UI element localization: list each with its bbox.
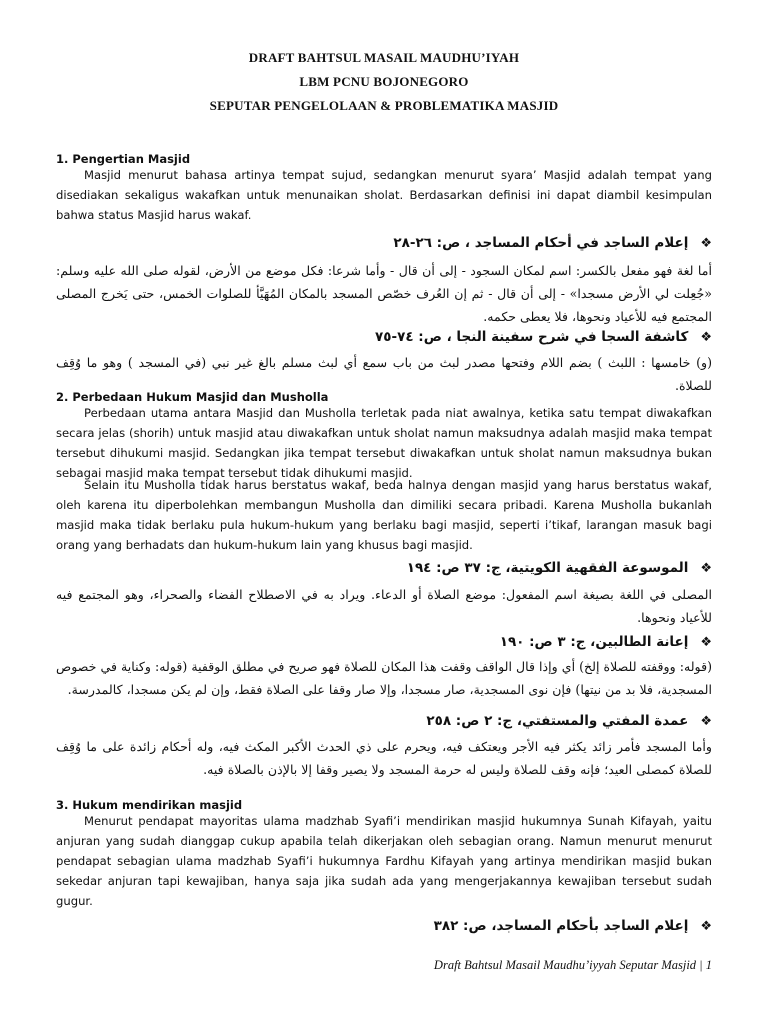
doc-subtitle: SEPUTAR PENGELOLAAN & PROBLEMATIKA MASJID — [209, 98, 559, 113]
arabic-quote: أما لغة فهو مفعل بالكسر: اسم لمكان السجود - إلى أن قال - وأما شرعا: فكل موضع من الأرض، لقوله صلى الله عليه وسلم: «جُعِلت لي الأرض مسجدا» - إلى أن قال - ثم إن العُرف خصّص المسجد بالمكان المُهَيَّأ للصلوات الخمس، حتى يَخرج المصلى المجتمع فيه للأعياد ونحوها، فلا يعطى حكمه. — [56, 263, 712, 324]
arabic-quote: المصلى في اللغة بصيغة اسم المفعول: موضع الصلاة أو الدعاء. ويراد به في الاصطلاح الفضاء والصحراء، وهو المجتمع فيه للأعياد ونحوها. — [56, 587, 712, 625]
reference-title: إعلام الساجد بأحكام المساجد، ص: ٣٨٢ — [433, 918, 689, 934]
diamond-bullet-icon: ❖ — [700, 330, 712, 345]
section-heading-1: 1. Pengertian Masjid — [56, 152, 191, 166]
section-3-paragraph: Menurut pendapat mayoritas ulama madzhab Syafi’i mendirikan masjid hukumnya Sunah Kifayah, yaitu anjuran yang sudah dianggap cukup apabila telah dikerjakan oleh sebagian orang. Namun menurut menurut pendapat sebagian ulama madzhab Syafi’i hukumnya Fardhu Kifayah yang artinya mendirikan masjid bukan sekedar anjuran tapi kewajiban, hanya saja jika sudah ada yang mengerjakannya kewajiban tersebut sudah gugur. — [56, 814, 712, 908]
reference-title: إعلام الساجد في أحكام المساجد ، ص: ٢٦-٢٨ — [393, 235, 689, 251]
diamond-bullet-icon: ❖ — [700, 561, 712, 576]
reference-title: الموسوعة الفقهية الكويتية، ج: ٣٧ ص: ١٩٤ — [406, 560, 689, 576]
reference-heading — [112, 634, 712, 650]
reference-heading — [112, 713, 712, 729]
diamond-bullet-icon: ❖ — [700, 919, 712, 934]
arabic-quote: (و) خامسها : اللبث ) بضم اللام وفتحها مصدر لبث من باب سمع أي لبث مسلم بالغ غير نبي (في المسجد ) وهو ما وُقِف للصلاة. — [56, 355, 712, 393]
reference-title: إعانة الطالبين، ج: ٣ ص: ١٩٠ — [499, 634, 689, 650]
arabic-quote: (قوله: ووقفته للصلاة إلخ) أي وإذا قال الواقف وقفت هذا المكان للصلاة فهو صريح في مطلق الوقفية (قوله: وكناية في خصوص المسجدية، فلا بد من نيتها) فإن نوى المسجدية، صار مسجدا، وإلا صار وقفا على الصلاة فقط، وإن لم يكن مسجدا، كالمدرسة. — [56, 659, 712, 697]
diamond-bullet-icon: ❖ — [700, 714, 712, 729]
section-1-paragraph: Masjid menurut bahasa artinya tempat sujud, sedangkan menurut syara’ Masjid adalah tempat yang disediakan sekaligus wakafkan untuk menunaikan sholat. Berdasarkan definisi ini dapat diambil kesimpulan bahwa status Masjid harus wakaf. — [56, 168, 712, 222]
section-2-paragraph-2: Selain itu Musholla tidak harus berstatus wakaf, beda halnya dengan masjid yang harus berstatus wakaf, oleh karena itu diperbolehkan membangun Musholla dan dimiliki secara pribadi. Karena Musholla bukanlah masjid maka tidak berlaku pula hukum-hukum yang berlaku bagi masjid, seperti i’tikaf, larangan masuk bagi orang yang berhadats dan hukum-hukum lain yang khusus bagi masjid. — [56, 478, 712, 552]
diamond-bullet-icon: ❖ — [700, 635, 712, 650]
section-heading-2: 2. Perbedaan Hukum Masjid dan Musholla — [56, 390, 329, 404]
arabic-quote: وأما المسجد فأمر زائد يكثر فيه الأجر ويعتكف فيه، ويحرم على ذي الحدث الأكبر المكث فيه، وله أحكام زائدة على ما وُقِف للصلاة كمصلى العيد؛ فإنه وقف للصلاة وليس له حرمة المسجد ولا يصير وقفا إلا بالإذن بالصلاة فيه. — [56, 739, 712, 777]
reference-heading — [112, 918, 712, 934]
section-2-paragraph-1: Perbedaan utama antara Masjid dan Musholla terletak pada niat awalnya, ketika satu tempat diwakafkan secara jelas (shorih) untuk masjid atau diwakafkan untuk sholat namun maksudnya adalah masjid maka tempat tersebut dihukumi masjid. Sedangkan jika tempat tersebut diwakafkan untuk sholat namun maksudnya bukan sebagai masjid maka tempat tersebut tidak dihukumi masjid. — [56, 406, 712, 480]
section-heading-3: 3. Hukum mendirikan masjid — [56, 798, 243, 812]
doc-title: DRAFT BAHTSUL MASAIL MAUDHU’IYAH — [248, 50, 520, 65]
reference-heading — [112, 235, 712, 251]
reference-title: كاشفة السجا في شرح سفينة النجا ، ص: ٧٤-٧٥ — [375, 329, 689, 345]
diamond-bullet-icon: ❖ — [700, 236, 712, 251]
page-footer: Draft Bahtsul Masail Maudhu’iyyah Seputar Masjid | 1 — [433, 958, 712, 972]
reference-heading — [112, 560, 712, 576]
doc-org: LBM PCNU BOJONEGORO — [299, 74, 469, 89]
reference-title: عمدة المفتي والمستفتي، ج: ٢ ص: ٢٥٨ — [426, 713, 689, 729]
reference-heading — [112, 329, 712, 345]
